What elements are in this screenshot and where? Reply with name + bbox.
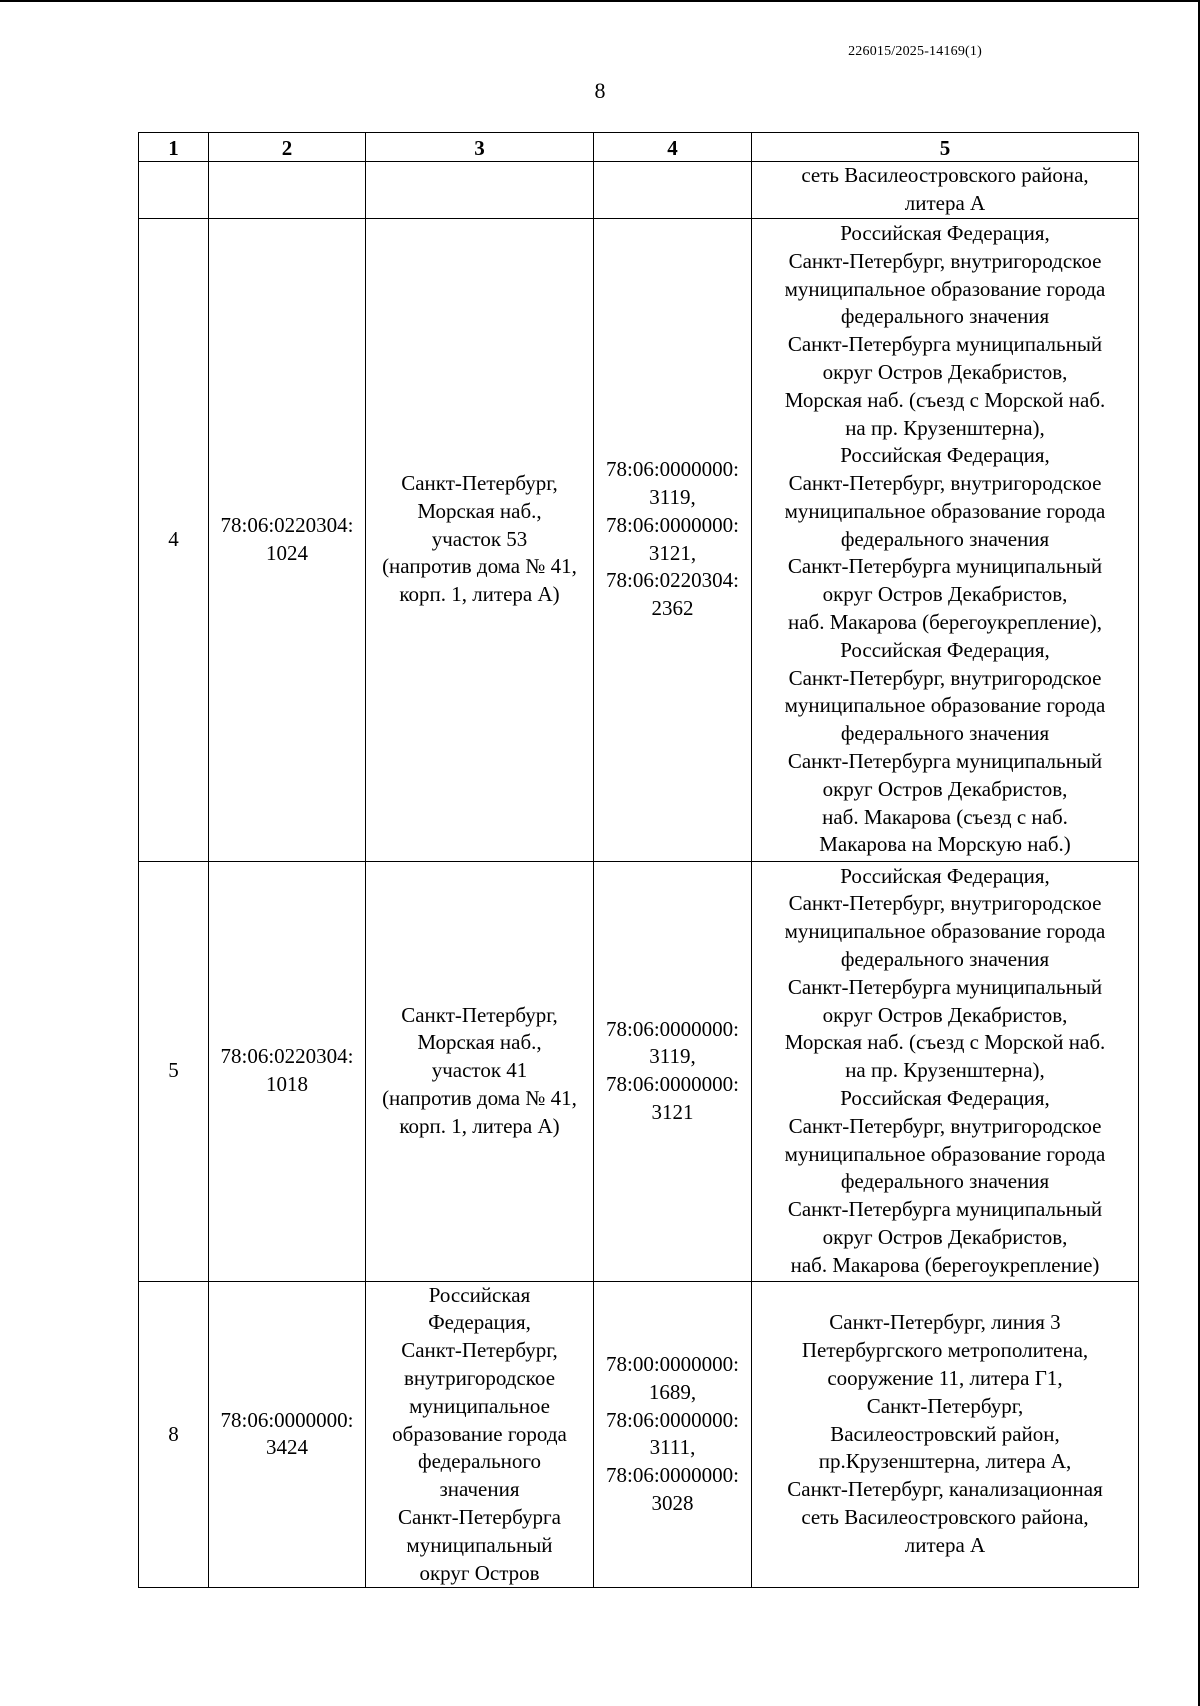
objects-cell: Российская Федерация, Санкт-Петербург, внутригородское муниципальное образование города федерального значения Санкт-Петербурга муниципальный округ Остров Декабристов, Морская наб. (съезд с Морской наб. на пр. Крузенштерна), Российская Федерация, Санкт-Петербург, внутригородское муниципальное образование города федерального значения Санкт-Петербурга муниципальный округ Остров Декабристов, наб. Макарова (берегоукрепление), Российская Федерация, Санкт-Петербург, внутригородское муниципальное образование города федерального значения Санкт-Петербурга муниципальный округ Остров Декабристов, наб. Макарова (съезд с наб. Макарова на Морскую наб.)	[752, 218, 1139, 861]
address-cell: Санкт-Петербург, Морская наб., участок 53 (напротив дома № 41, корп. 1, литера А)	[366, 218, 594, 861]
cadastral-number-cell	[209, 162, 366, 219]
column-header-2: 2	[209, 133, 366, 162]
objects-cell: Санкт-Петербург, линия 3 Петербургского метрополитена, сооружение 11, литера Г1, Санкт-Петербург, Василеостровский район, пр.Крузенштерна, литера А, Санкт-Петербург, канализационная сеть Василеостровского района, литера А	[752, 1281, 1139, 1588]
table-row	[139, 162, 1139, 219]
address-cell: Санкт-Петербург, Морская наб., участок 41 (напротив дома № 41, корп. 1, литера А)	[366, 861, 594, 1281]
cadastral-number-cell: 78:06:0220304: 1024	[209, 218, 366, 861]
related-numbers-cell: 78:00:0000000: 1689, 78:06:0000000: 3111, 78:06:0000000: 3028	[594, 1281, 752, 1588]
table-row	[139, 1281, 1139, 1588]
page-top-edge	[0, 0, 1200, 2]
cadastral-number-cell: 78:06:0220304: 1018	[209, 861, 366, 1281]
column-header-3: 3	[366, 133, 594, 162]
register-table	[138, 132, 1139, 1588]
cadastral-number-cell: 78:06:0000000: 3424	[209, 1281, 366, 1588]
page-number: 8	[594, 78, 606, 103]
row-number-cell: 5	[139, 861, 209, 1281]
table-row	[139, 218, 1139, 861]
address-cell	[366, 162, 594, 219]
row-number-cell: 4	[139, 218, 209, 861]
column-header-row	[139, 133, 1139, 162]
related-numbers-cell: 78:06:0000000: 3119, 78:06:0000000: 3121, 78:06:0220304: 2362	[594, 218, 752, 861]
document-number: 226015/2025-14169(1)	[848, 44, 982, 59]
column-header-4: 4	[594, 133, 752, 162]
related-numbers-cell: 78:06:0000000: 3119, 78:06:0000000: 3121	[594, 861, 752, 1281]
row-number-cell: 8	[139, 1281, 209, 1588]
row-number-cell	[139, 162, 209, 219]
column-header-1: 1	[139, 133, 209, 162]
objects-cell: Российская Федерация, Санкт-Петербург, внутригородское муниципальное образование города федерального значения Санкт-Петербурга муниципальный округ Остров Декабристов, Морская наб. (съезд с Морской наб. на пр. Крузенштерна), Российская Федерация, Санкт-Петербург, внутригородское муниципальное образование города федерального значения Санкт-Петербурга муниципальный округ Остров Декабристов, наб. Макарова (берегоукрепление)	[752, 861, 1139, 1281]
related-numbers-cell	[594, 162, 752, 219]
address-cell: Российская Федерация, Санкт-Петербург, внутригородское муниципальное образование города федерального значения Санкт-Петербурга муниципальный округ Остров	[366, 1281, 594, 1588]
column-header-5: 5	[752, 133, 1139, 162]
table-row	[139, 861, 1139, 1281]
objects-cell: сеть Василеостровского района, литера А	[752, 162, 1139, 219]
